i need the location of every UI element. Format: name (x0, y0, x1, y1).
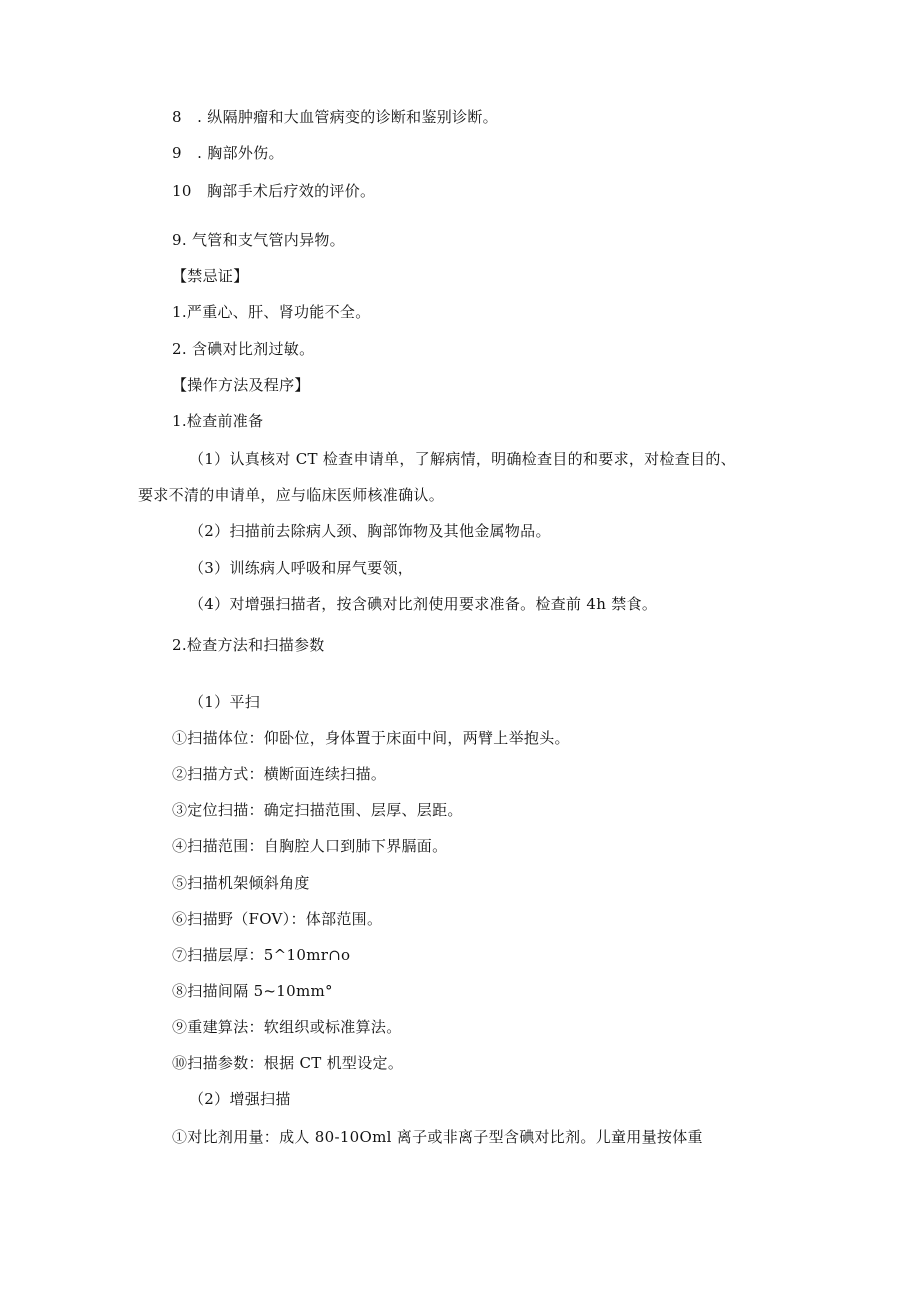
indication-item-8: 8 . 纵隔肿瘤和大血管病变的诊断和鉴别诊断。 (172, 108, 498, 126)
subheading-method-params: 2.检查方法和扫描参数 (172, 636, 325, 654)
plain-scan-item-3: ③定位扫描：确定扫描范围、层厚、层距。 (172, 801, 463, 819)
subheading-preparation: 1.检查前准备 (172, 412, 264, 430)
contraindication-item-1: 1.严重心、肝、肾功能不全。 (172, 303, 371, 321)
scan-type-enhanced: （2）增强扫描 (189, 1090, 291, 1108)
indication-item-foreign-body: 9. 气管和支气管内异物。 (172, 231, 345, 249)
plain-scan-item-8: ⑧扫描间隔 5~10mm° (172, 982, 333, 1000)
section-heading-contraindications: 【禁忌证】 (172, 267, 249, 285)
plain-scan-item-4: ④扫描范围：自胸腔人口到肺下界膈面。 (172, 837, 448, 855)
preparation-item-4: （4）对增强扫描者，按含碘对比剂使用要求准备。检查前 4h 禁食。 (189, 595, 658, 613)
plain-scan-item-10: ⑩扫描参数：根据 CT 机型设定。 (172, 1054, 404, 1072)
preparation-item-3: （3）训练病人呼吸和屏气要领， (189, 559, 414, 577)
plain-scan-item-2: ②扫描方式：横断面连续扫描。 (172, 765, 387, 783)
indication-item-9: 9 . 胸部外伤。 (172, 144, 284, 162)
enhanced-scan-item-1: ①对比剂用量：成人 80-10Oml 离子或非离子型含碘对比剂。儿童用量按体重 (172, 1128, 703, 1146)
plain-scan-item-7: ⑦扫描层厚：5^10mr∩o (172, 946, 351, 964)
scan-type-plain: （1）平扫 (189, 693, 261, 711)
preparation-item-2: （2）扫描前去除病人颈、胸部饰物及其他金属物品。 (189, 522, 551, 540)
plain-scan-item-5: ⑤扫描机架倾斜角度 (172, 874, 310, 892)
section-heading-procedure: 【操作方法及程序】 (172, 376, 310, 394)
preparation-item-1: （1）认真核对 CT 检查申请单，了解病情，明确检查目的和要求，对检查目的、 (189, 450, 736, 468)
plain-scan-item-9: ⑨重建算法：软组织或标准算法。 (172, 1018, 402, 1036)
plain-scan-item-1: ①扫描体位：仰卧位，身体置于床面中间，两臂上举抱头。 (172, 729, 570, 747)
contraindication-item-2: 2. 含碘对比剂过敏。 (172, 340, 315, 358)
plain-scan-item-6: ⑥扫描野（FOV）：体部范围。 (172, 910, 383, 928)
preparation-item-1-continued: 要求不清的申请单，应与临床医师核准确认。 (138, 486, 445, 504)
indication-item-10: 10 胸部手术后疗效的评价。 (172, 182, 376, 200)
